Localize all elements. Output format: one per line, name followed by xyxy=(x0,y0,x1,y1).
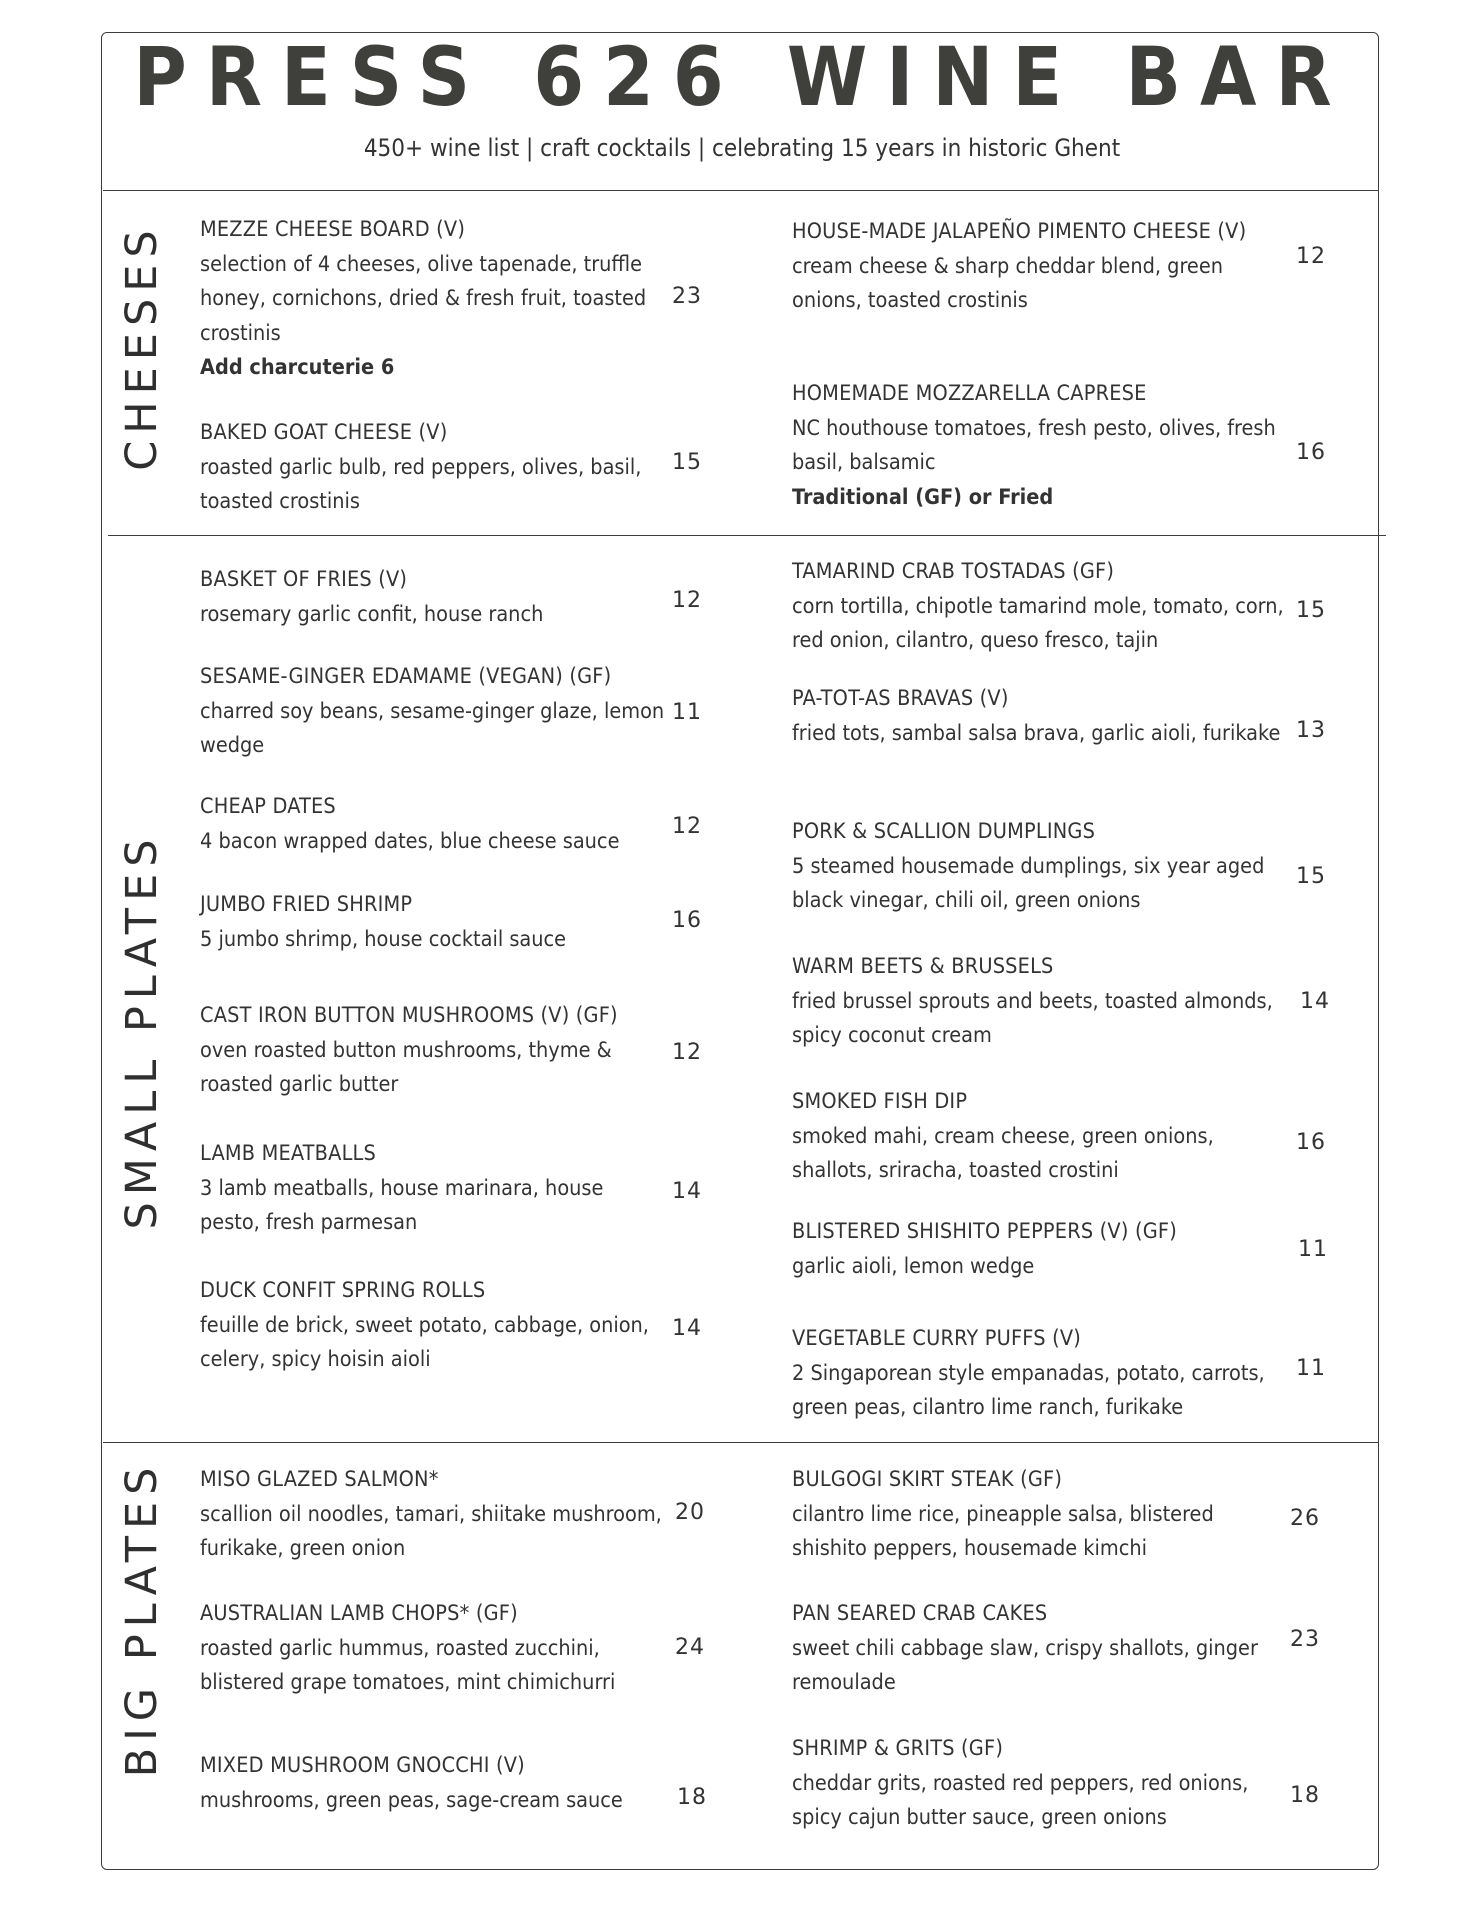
menu-item-description: scallion oil noodles, tamari, shiitake mushroom, furikake, green onion xyxy=(200,1501,662,1561)
menu-item-name: SESAME-GINGER EDAMAME (VEGAN) (GF) xyxy=(200,664,612,689)
menu-item xyxy=(200,1137,668,1241)
menu-item-description: cheddar grits, roasted red peppers, red onions, spicy cajun butter sauce, green onions xyxy=(792,1770,1249,1830)
divider xyxy=(108,535,1386,536)
section-label-big-plates: BIG PLATES xyxy=(117,1460,167,1778)
menu-item-name: BLISTERED SHISHITO PEPPERS (V) (GF) xyxy=(792,1219,1177,1244)
menu-item-price: 12 xyxy=(672,1040,702,1065)
menu-item-price: 11 xyxy=(672,700,702,725)
menu-item xyxy=(200,660,668,764)
menu-item-name: MEZZE CHEESE BOARD (V) xyxy=(200,217,466,242)
menu-item-description: roasted garlic bulb, red peppers, olives, basil, toasted crostinis xyxy=(200,454,642,514)
menu-item-description: charred soy beans, sesame-ginger glaze, lemon wedge xyxy=(200,698,665,758)
menu-item-price: 11 xyxy=(1296,1356,1326,1381)
menu-item-name: BULGOGI SKIRT STEAK (GF) xyxy=(792,1467,1063,1492)
menu-item-description: 5 steamed housemade dumplings, six year aged black vinegar, chili oil, green onions xyxy=(792,853,1265,913)
menu-item-description: 2 Singaporean style empanadas, potato, carrots, green peas, cilantro lime ranch, furikake xyxy=(792,1360,1265,1420)
menu-item-price: 15 xyxy=(1296,598,1326,623)
menu-item-name: BAKED GOAT CHEESE (V) xyxy=(200,420,448,445)
menu-item-price: 23 xyxy=(1290,1627,1320,1652)
menu-item xyxy=(200,1274,668,1378)
menu-item-price: 12 xyxy=(672,588,702,613)
menu-item-price: 16 xyxy=(1296,440,1326,465)
menu-item xyxy=(200,1749,668,1818)
menu-item-name: MIXED MUSHROOM GNOCCHI (V) xyxy=(200,1753,525,1778)
menu-item xyxy=(792,555,1292,659)
menu-item-price: 15 xyxy=(672,450,702,475)
menu-item xyxy=(792,1085,1292,1189)
menu-item-name: CAST IRON BUTTON MUSHROOMS (V) (GF) xyxy=(200,1003,618,1028)
page-title: PRESS 626 WINE BAR xyxy=(133,31,1351,125)
menu-item-name: DUCK CONFIT SPRING ROLLS xyxy=(200,1278,486,1303)
menu-item-description: fried brussel sprouts and beets, toasted almonds, spicy coconut cream xyxy=(792,988,1273,1048)
menu-item-price: 14 xyxy=(672,1316,702,1341)
menu-item-name: CHEAP DATES xyxy=(200,794,336,819)
menu-item-description: sweet chili cabbage slaw, crispy shallots, ginger remoulade xyxy=(792,1635,1258,1695)
menu-item-description: garlic aioli, lemon wedge xyxy=(792,1253,1035,1279)
divider xyxy=(103,190,1378,191)
menu-item-name: HOMEMADE MOZZARELLA CAPRESE xyxy=(792,381,1147,406)
menu-item xyxy=(200,563,668,632)
menu-item-name: VEGETABLE CURRY PUFFS (V) xyxy=(792,1326,1082,1351)
menu-item-price: 12 xyxy=(1296,244,1326,269)
menu-item-description: fried tots, sambal salsa brava, garlic aioli, furikake xyxy=(792,720,1281,746)
menu-item-name: PA-TOT-AS BRAVAS (V) xyxy=(792,686,1009,711)
menu-item xyxy=(792,377,1292,515)
menu-item-price: 15 xyxy=(1296,864,1326,889)
menu-item-price: 14 xyxy=(1300,989,1330,1014)
menu-item-name: WARM BEETS & BRUSSELS xyxy=(792,954,1054,979)
menu-item xyxy=(792,1463,1292,1567)
menu-item-price: 23 xyxy=(672,284,702,309)
menu-item-addon: Traditional (GF) or Fried xyxy=(792,484,1054,510)
menu-item-description: corn tortilla, chipotle tamarind mole, tomato, corn, red onion, cilantro, queso fresco, tajin xyxy=(792,593,1284,653)
menu-item-description: cream cheese & sharp cheddar blend, green onions, toasted crostinis xyxy=(792,253,1223,313)
menu-item xyxy=(200,999,668,1103)
menu-item-description: smoked mahi, cream cheese, green onions, shallots, sriracha, toasted crostini xyxy=(792,1123,1214,1183)
section-label-cheeses: CHEESES xyxy=(117,223,167,471)
menu-item xyxy=(200,888,668,957)
menu-item xyxy=(792,682,1292,751)
menu-item-price: 26 xyxy=(1290,1506,1320,1531)
menu-item-name: LAMB MEATBALLS xyxy=(200,1141,376,1166)
menu-item xyxy=(200,1597,668,1701)
menu-item-description: 3 lamb meatballs, house marinara, house pesto, fresh parmesan xyxy=(200,1175,604,1235)
menu-item-price: 16 xyxy=(1296,1130,1326,1155)
menu-item-name: SMOKED FISH DIP xyxy=(792,1089,968,1114)
menu-item xyxy=(792,950,1292,1054)
menu-item-description: mushrooms, green peas, sage-cream sauce xyxy=(200,1787,623,1813)
menu-item-price: 14 xyxy=(672,1179,702,1204)
menu-item-price: 11 xyxy=(1298,1237,1328,1262)
menu-item-price: 12 xyxy=(672,814,702,839)
menu-item-name: JUMBO FRIED SHRIMP xyxy=(200,892,413,917)
menu-item-price: 13 xyxy=(1296,718,1326,743)
menu-item xyxy=(200,416,668,520)
section-label-small-plates: SMALL PLATES xyxy=(117,832,167,1230)
menu-item xyxy=(200,790,668,859)
menu-item xyxy=(792,1732,1292,1836)
menu-item-price: 16 xyxy=(672,908,702,933)
menu-item-name: BASKET OF FRIES (V) xyxy=(200,567,408,592)
menu-item-description: rosemary garlic confit, house ranch xyxy=(200,601,544,627)
menu-item xyxy=(792,1215,1292,1284)
menu-item-price: 20 xyxy=(675,1500,705,1525)
menu-item xyxy=(792,1322,1312,1426)
menu-item xyxy=(792,815,1292,919)
menu-item-description: oven roasted button mushrooms, thyme & roasted garlic butter xyxy=(200,1037,612,1097)
menu-item-price: 24 xyxy=(675,1635,705,1660)
menu-item-description: feuille de brick, sweet potato, cabbage, onion, celery, spicy hoisin aioli xyxy=(200,1312,649,1372)
menu-item xyxy=(792,1597,1292,1701)
menu-item-addon: Add charcuterie 6 xyxy=(200,355,395,380)
menu-item-description: selection of 4 cheeses, olive tapenade, truffle honey, cornichons, dried & fresh fruit, toasted crostinis xyxy=(200,251,647,346)
page-subtitle: 450+ wine list | craft cocktails | celebrating 15 years in historic Ghent xyxy=(363,134,1121,162)
menu-item-name: AUSTRALIAN LAMB CHOPS* (GF) xyxy=(200,1601,518,1626)
menu-item-description: 5 jumbo shrimp, house cocktail sauce xyxy=(200,926,567,952)
menu-item-price: 18 xyxy=(677,1785,707,1810)
menu-item-description: cilantro lime rice, pineapple salsa, blistered shishito peppers, housemade kimchi xyxy=(792,1501,1214,1561)
menu-item-name: PORK & SCALLION DUMPLINGS xyxy=(792,819,1096,844)
menu-item xyxy=(792,215,1262,319)
menu-item-name: PAN SEARED CRAB CAKES xyxy=(792,1601,1048,1626)
menu-item-name: MISO GLAZED SALMON* xyxy=(200,1467,439,1492)
menu-item xyxy=(200,1463,668,1567)
menu-item xyxy=(200,213,668,386)
menu-item-name: HOUSE-MADE JALAPEÑO PIMENTO CHEESE (V) xyxy=(792,219,1247,244)
menu-item-name: SHRIMP & GRITS (GF) xyxy=(792,1736,1004,1761)
divider xyxy=(103,1442,1378,1443)
menu-item-name: TAMARIND CRAB TOSTADAS (GF) xyxy=(792,559,1115,584)
menu-item-price: 18 xyxy=(1290,1783,1320,1808)
menu-item-description: 4 bacon wrapped dates, blue cheese sauce xyxy=(200,828,620,854)
menu-item-description: roasted garlic hummus, roasted zucchini, blistered grape tomatoes, mint chimichurri xyxy=(200,1635,616,1695)
menu-item-description: NC houthouse tomatoes, fresh pesto, olives, fresh basil, balsamic xyxy=(792,415,1276,475)
